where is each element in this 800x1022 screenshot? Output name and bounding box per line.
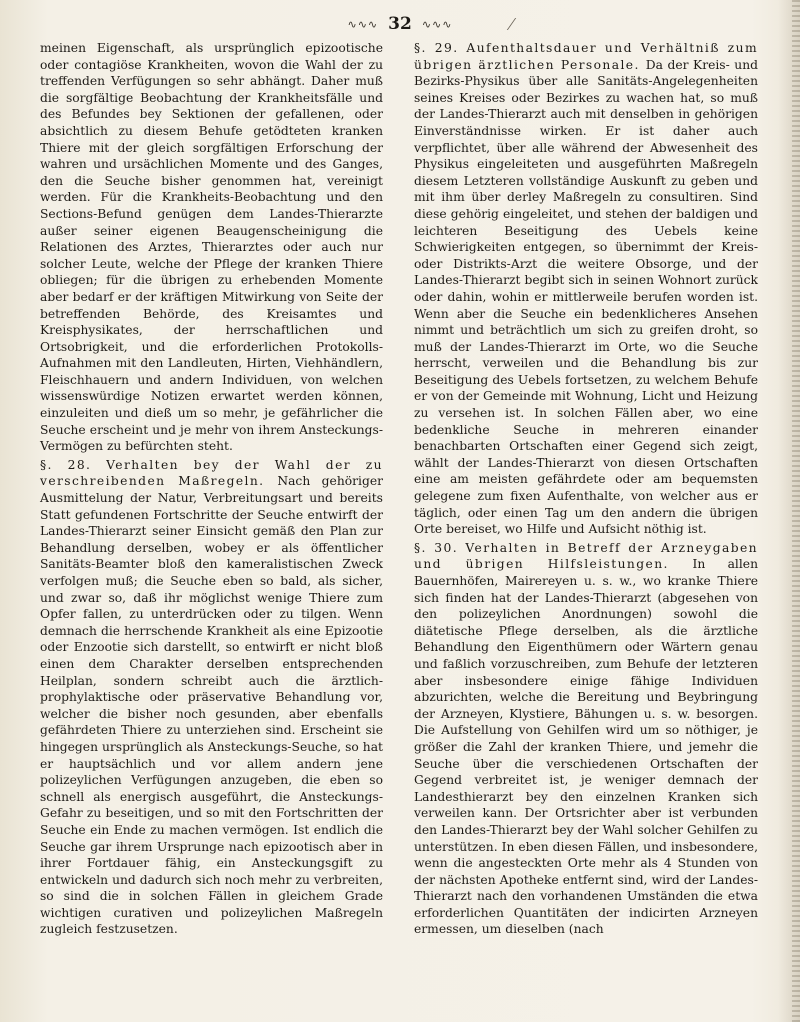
paragraph-continued: meinen Eigenschaft, als ursprünglich epizootische oder contagiöse Krankheiten, wovon die Wahl der zu treffenden Verfügungen so sehr abhängt. Daher muß die sorgfältige Beobachtung der Krankheitsfälle und des Befundes bey Sektionen der gefallenen, oder absichtlich zu diesem Behufe getödteten kranken Thiere mit der gleich sorgfältigen Erforschung der wahren und ursächlichen Momente und des Ganges, den die Seuche bisher genommen hat, vereinigt werden. Für die Krankheits-Beobachtung und den Sections-Befund genügen dem Landes-Thierarzte außer seiner eigenen Beaugenscheinigung die Relationen des Arztes, Thierarztes oder auch nur solcher Leute, welche der Pflege der kranken Thiere obliegen; für die übrigen zu erhebenden Momente aber bedarf er der kräftigen Mitwirkung von Seite der betreffenden Behörde, des Kreisamtes und Kreisphysikates, der herrschaftlichen und Ortsobrigkeit, und die erforderlichen Protokolls-Aufnahmen mit den Landleuten, Hirten, Viehhändlern, Fleischhauern und andern Individuen, von welchen wissenswürdige Notizen erwartet werden können, einzuleiten und dieß um so mehr, je gefährlicher die Seuche erscheint und je mehr von ihrem Ansteckungs-Vermögen zu befürchten steht.	[40, 41, 383, 454]
left-column	[40, 40, 383, 938]
ornament-left: ∿∿∿	[347, 17, 379, 31]
running-head	[0, 12, 800, 36]
section-29-text: Da der Kreis- und Bezirks-Physikus über alle Sanitäts-Angelegenheiten seines Kreises oder Bezirkes zu wachen hat, so muß der Landes-Thierarzt auch mit denselben in gehörigen Einverständnisse wirken. Er ist daher auch verpflichtet, über alle während der Abwesenheit des Physikus eingeleiteten und ausgeführten Maßregeln diesem Letzteren vollständige Auskunft zu geben und mit ihm über derley Maßregeln zu consultiren. Sind diese gehörig eingeleitet, und stehen der baldigen und leichteren Beseitigung des Uebels keine Schwierigkeiten entgegen, so übernimmt der Kreis- oder Distrikts-Arzt die weitere Obsorge, und der Landes-Thierarzt begibt sich in seinen Wohnort zurück oder dahin, wohin er mittlerweile berufen worden ist. Wenn aber die Seuche ein bedenklicheres Ansehen nimmt und beträchtlich um sich zu greifen droht, so muß der Landes-Thierarzt im Orte, wo die Seuche herrscht, verweilen und die Behandlung bis zur Beseitigung des Uebels fortsetzen, zu welchem Behufe er von der Gemeinde mit Wohnung, Licht und Heizung zu versehen ist. In solchen Fällen aber, wo eine bedenkliche Seuche in mehreren einander benachbarten Ortschaften einer Gegend sich zeigt, wählt der Landes-Thierarzt von diesen Ortschaften eine am meisten gefährdete oder am bequemsten gelegene zum fixen Aufenthalte, von welcher aus er täglich, oder einen Tag um den andern die übrigen Orte bereiset, wo Hilfe und Aufsicht nöthig ist.	[414, 57, 758, 537]
section-30	[414, 540, 758, 938]
section-29-heading: §. 29. Aufenthaltsdauer und Verhältniß zum übrigen ärztlichen Personale.	[414, 41, 758, 72]
right-column	[414, 40, 758, 938]
page-edge-shadow	[778, 0, 800, 1022]
section-28-text: Nach gehöriger Ausmittelung der Natur, Verbreitungsart und bereits Statt gefundenen Fortschritte der Seuche entwirft der Landes-Thierarzt seiner Einsicht gemäß den Plan zur Behandlung derselben, wobey er als öffentlicher Sanitäts-Beamter bloß den kameralistischen Zweck verfolgen muß; die Seuche eben so bald, als sicher, und zwar so, daß ihr möglichst wenige Thiere zum Opfer fallen, zu unterdrücken oder zu tilgen. Wenn demnach die herrschende Krankheit als eine Epizootie oder Enzootie sich darstellt, so entwirft er nicht bloß einen dem Charakter derselben entsprechenden Heilplan, sondern schreibt auch die ärztlich-prophylaktische oder präservative Behandlung vor, welcher die bisher noch gesunden, aber ebenfalls gefährdeten Thiere zu unterziehen sind. Erscheint sie hingegen ursprünglich als Ansteckungs-Seuche, so hat er hauptsächlich und vor allem andern jene polizeylichen Verfügungen anzugeben, die eben so schnell als energisch ausgeführt, die Ansteckungs-Gefahr zu beseitigen, und so mit den Fortschritten der Seuche ein Ende zu machen vermögen. Ist endlich die Seuche gar ihrem Ursprunge nach epizootisch aber in ihrer Fortdauer fähig, ein Ansteckungsgift zu entwickeln und dadurch sich noch mehr zu verbreiten, so sind die in solchen Fällen in gleichem Grade wichtigen curativen und polizeylichen Maßregeln zugleich festzusetzen.	[40, 474, 383, 937]
section-28	[40, 457, 383, 938]
section-30-text: In allen Bauernhöfen, Mairereyen u. s. w., wo kranke Thiere sich finden hat der Landes-Thierarzt (abgesehen von den polizeylichen Anordnungen) sowohl die diätetische Pflege derselben, als die ärztliche Behandlung den Eigenthümern oder Wärtern genau und faßlich vorzuschreiben, zum Behufe der letzteren aber insbesondere einige fähige Individuen abzurichten, welche die Bereitung und Beybringung der Arzneyen, Klystiere, Bähungen u. s. w. besorgen. Die Aufstellung von Gehilfen wird um so nöthiger, je größer die Zahl der kranken Thiere, und jemehr die Seuche über die verschiedenen Ortschaften der Gegend verbreitet ist, je weniger demnach der Landesthierarzt bey den einzelnen Kranken sich verweilen kann. Der Ortsrichter aber ist verbunden den Landes-Thierarzt bey der Wahl solcher Gehilfen zu unterstützen. In eben diesen Fällen, und insbesondere, wenn die angesteckten Orte mehr als 4 Stunden von der nächsten Apotheke entfernt sind, wird der Landes-Thierarzt nach den vorhandenen Umständen die etwa erforderlichen Quantitäten der indicirten Arzneyen ermessen, um dieselben (nach	[414, 557, 758, 937]
ornament-right: ∿∿∿	[421, 17, 453, 31]
page-number: 32	[388, 14, 412, 34]
section-29	[414, 40, 758, 538]
section-30-heading: §. 30. Verhalten in Betreff der Arzneygaben und übrigen Hilfsleistungen.	[414, 540, 758, 572]
section-28-heading: §. 28. Verhalten bey der Wahl der zu verschreibenden Maßregeln.	[40, 457, 383, 489]
